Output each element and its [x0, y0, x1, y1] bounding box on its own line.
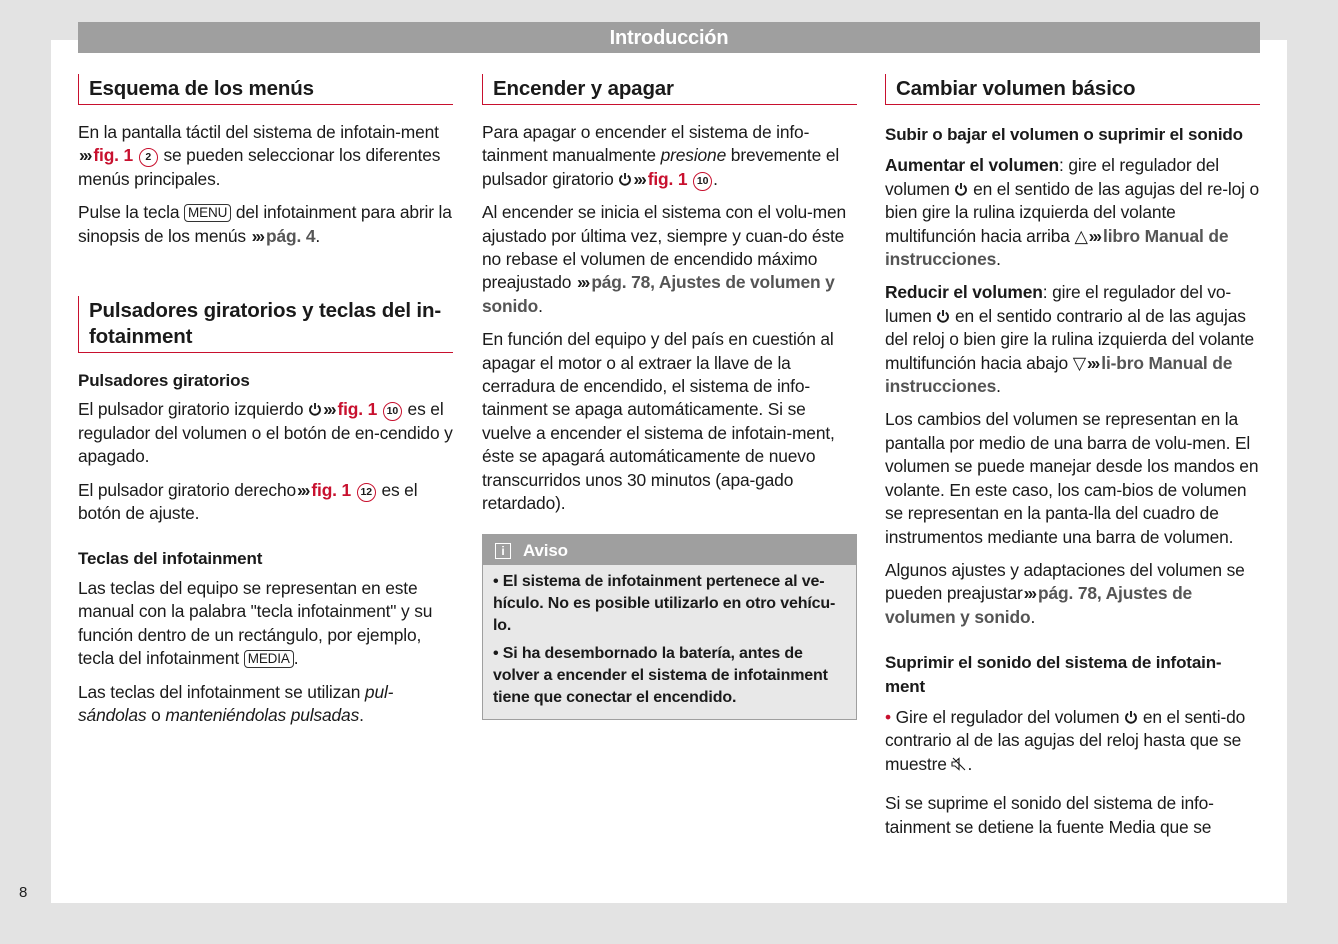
text: en el sentido contrario al de las agujas del reloj o bien gire la rulina izquierda del volante multifunción hacia abajo: [885, 305, 1255, 373]
paragraph: Los cambios del volumen se representan en la pantalla por medio de una barra de volu-men. El volumen se puede manejar desde los mandos en volante. En este caso, los cam-bios de volumen se representan en la panta-lla del cuadro de instrumentos mediante una barra de volumen.: [885, 409, 1259, 547]
text: o: [151, 704, 161, 725]
paragraph: En función del equipo y del país en cuestión al apagar el motor o al extraer la llave de la cerradura de encendido, el sistema de info-tainment se apaga automáticamente. Si se vuelve a encender el sistema de infotain-ment, éste se apagará automáticamente de nuevo transcurridos unos 30 minutos (apa-gado retardado).: [482, 329, 835, 514]
callout-number: 2: [139, 148, 158, 167]
paragraph: [78, 681, 453, 728]
media-key-label: MEDIA: [244, 650, 294, 668]
bullet-icon: •: [493, 644, 499, 662]
triangle-up-icon: △: [1074, 225, 1088, 246]
column-3: [885, 74, 1260, 839]
chevron-icon: ›››: [1088, 225, 1101, 246]
page-link[interactable]: pág. 78, Ajustes de volumen y sonido: [885, 583, 1193, 627]
emphasis: pul-sándolas: [78, 681, 394, 725]
figure-link[interactable]: fig. 1: [93, 145, 134, 166]
text: Al encender se inicia el sistema con el volu-men ajustado por última vez, siempre y cuan-do éste no rebase el volumen de encendido máximo preajustado: [482, 202, 846, 293]
note-box: [482, 534, 857, 720]
triangle-down-icon: ▽: [1072, 352, 1086, 373]
text: es el regulador del volumen o el botón de en-cendido y apagado.: [78, 399, 453, 467]
text: El sistema de infotainment pertenece al ve-hículo. No es posible utilizarlo en otro vehícu-lo.: [493, 572, 836, 634]
subheading: Subir o bajar el volumen o suprimir el sonido: [885, 125, 1243, 144]
section-title-pulsadores: Pulsadores giratorios y teclas del in-fotainment: [78, 296, 453, 353]
info-icon: i: [495, 543, 511, 559]
text: en el sentido de las agujas del re-loj o bien gire la rulina izquierda del volante multifunción hacia arriba: [885, 178, 1260, 246]
term: Aumentar el volumen: [885, 155, 1059, 176]
bullet-icon: •: [493, 572, 499, 590]
figure-link[interactable]: fig. 1: [337, 399, 378, 420]
paragraph: [482, 121, 857, 191]
text: : gire el regulador del volumen: [885, 155, 1219, 199]
chapter-header: Introducción: [78, 22, 1260, 53]
text: .: [315, 225, 321, 246]
figure-link[interactable]: fig. 1: [311, 479, 352, 500]
text: .: [538, 295, 543, 316]
chevron-icon: ›››: [1086, 352, 1099, 373]
power-icon: [1124, 710, 1138, 724]
note-item: [493, 571, 846, 637]
menu-key-label: MENU: [184, 204, 231, 222]
page-link[interactable]: pág. 78, Ajustes de volumen y sonido: [482, 272, 835, 316]
chevron-icon: ›››: [251, 225, 264, 246]
note-item: [493, 643, 846, 709]
text: El pulsador giratorio izquierdo: [78, 399, 304, 420]
paragraph: [78, 479, 453, 526]
paragraph: [885, 559, 1260, 629]
chevron-icon: ›››: [297, 479, 309, 500]
paragraph: [885, 706, 1260, 776]
manual-link[interactable]: libro Manual de instrucciones: [885, 225, 1229, 270]
page-link[interactable]: pág. 4: [266, 225, 316, 246]
emphasis: presione: [660, 145, 727, 166]
power-icon: [618, 172, 632, 186]
power-icon: [936, 309, 950, 323]
manual-link[interactable]: li-bro Manual de instrucciones: [885, 352, 1233, 397]
section-title-encender: Encender y apagar: [482, 74, 857, 105]
chevron-icon: ›››: [1023, 583, 1036, 604]
callout-number: 10: [383, 402, 402, 421]
text: .: [996, 249, 1001, 270]
power-icon: [308, 402, 322, 416]
callout-number: 12: [357, 483, 376, 502]
text: .: [359, 704, 364, 725]
column-1: [78, 74, 453, 727]
figure-link[interactable]: fig. 1: [647, 168, 688, 189]
paragraph: [78, 398, 453, 468]
section-title-volumen: Cambiar volumen básico: [885, 74, 1260, 105]
subheading: Pulsadores giratorios: [78, 371, 250, 391]
text: .: [293, 648, 299, 669]
subheading: Suprimir el sonido del sistema de infotain-ment: [885, 653, 1222, 696]
text: .: [1030, 606, 1036, 627]
text: .: [967, 753, 973, 774]
power-icon: [954, 182, 968, 196]
text: Si ha desembornado la batería, antes de volver a encender el sistema de infotainment tiene que conectar el encendido.: [493, 644, 828, 706]
text: es el botón de ajuste.: [78, 479, 418, 524]
text: Las teclas del equipo se representan en este manual con la palabra "tecla infotainment" y su función dentro de un rectángulo, por ejemplo, tecla del infotainment: [78, 577, 433, 669]
text: En la pantalla táctil del sistema de infotain-ment: [78, 122, 439, 142]
text: Para apagar o encender el sistema de info-tainment manualmente: [482, 122, 810, 166]
chevron-icon: ›››: [79, 145, 91, 166]
callout-number: 10: [693, 172, 712, 191]
text: .: [713, 168, 718, 189]
paragraph: [78, 201, 453, 248]
paragraph: [78, 121, 453, 191]
text: brevemente el pulsador giratorio: [482, 145, 840, 189]
emphasis: manteniéndolas pulsadas: [165, 704, 360, 725]
term: Reducir el volumen: [885, 282, 1043, 303]
bullet-icon: •: [885, 706, 891, 727]
note-header: [483, 535, 856, 565]
text: se pueden seleccionar los diferentes menús principales.: [78, 145, 441, 189]
note-body: [483, 565, 856, 719]
column-2: [482, 74, 857, 720]
subheading: Teclas del infotainment: [78, 549, 263, 569]
paragraph: Si se suprime el sonido del sistema de info-tainment se detiene la fuente Media que se: [885, 793, 1214, 837]
mute-icon: [951, 757, 967, 771]
page-number: 8: [19, 884, 28, 901]
chevron-icon: ›››: [576, 272, 589, 293]
section-title-esquema: Esquema de los menús: [78, 74, 453, 105]
paragraph: [885, 154, 1260, 271]
text: Algunos ajustes y adaptaciones del volumen se pueden preajustar: [885, 559, 1245, 604]
text: Pulse la tecla: [78, 202, 180, 223]
chevron-icon: ›››: [633, 168, 645, 189]
paragraph: [885, 281, 1260, 398]
text: Gire el regulador del volumen: [895, 706, 1120, 727]
paragraph: [78, 577, 453, 671]
text: .: [996, 376, 1001, 397]
text: Las teclas del infotainment se utilizan: [78, 681, 361, 702]
chevron-icon: ›››: [323, 399, 335, 420]
text: del infotainment para abrir la sinopsis de los menús: [78, 202, 452, 246]
text: en el senti-do contrario al de las agujas del reloj hasta que se muestre: [885, 706, 1246, 774]
text: El pulsador giratorio derecho: [78, 479, 296, 500]
note-title: Aviso: [523, 540, 568, 560]
text: : gire el regulador del vo-lumen: [885, 282, 1232, 326]
paragraph: [482, 201, 857, 318]
